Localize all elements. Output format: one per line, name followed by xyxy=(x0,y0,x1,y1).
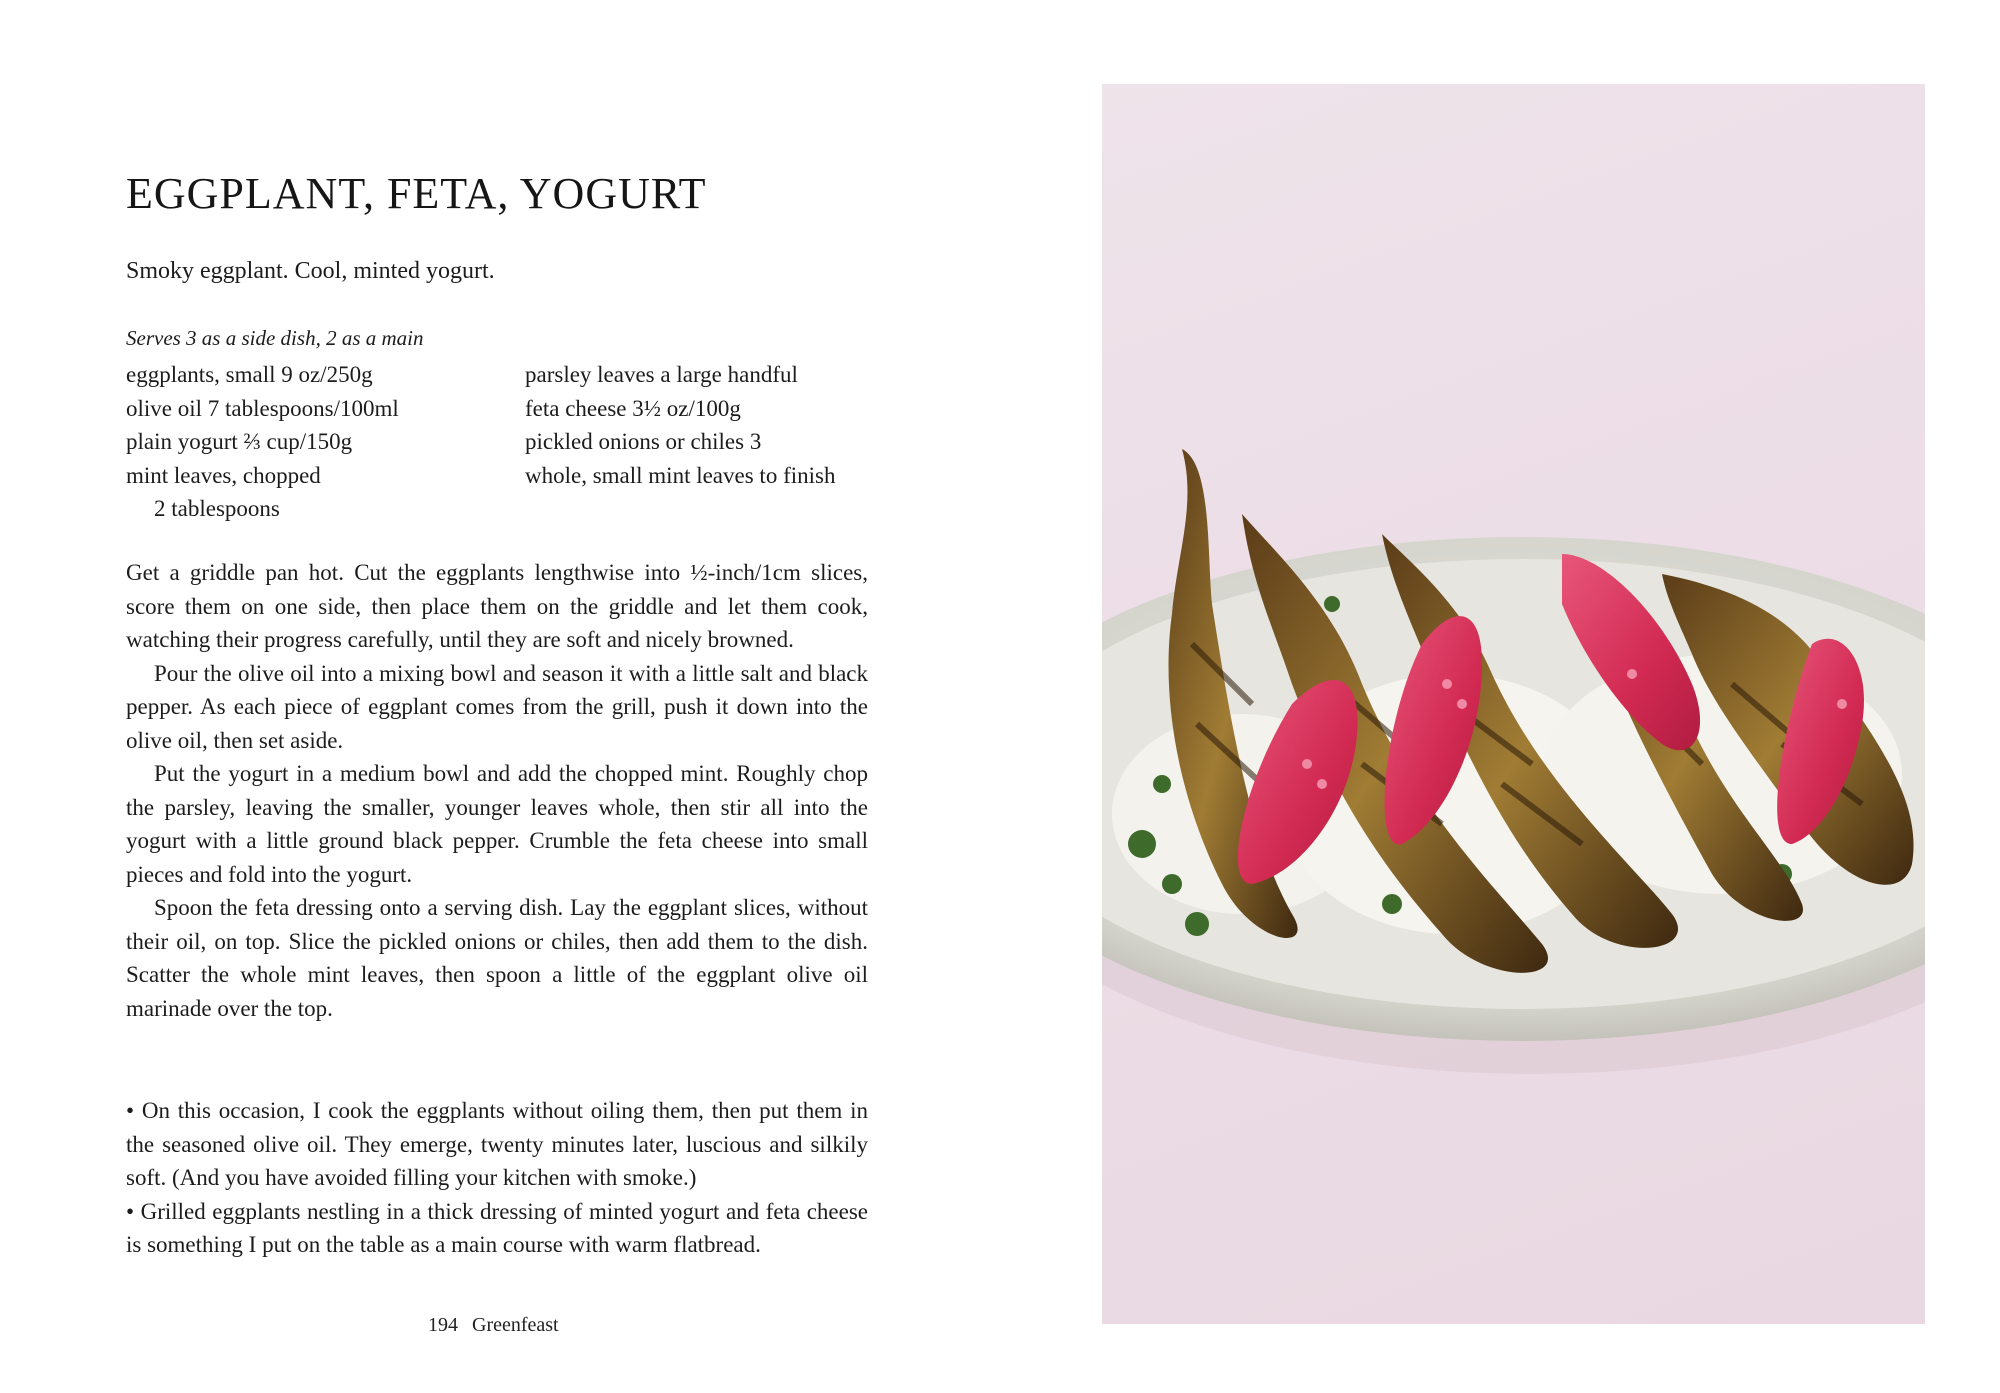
ingredient-line: whole, small mint leaves to finish xyxy=(525,462,836,488)
ingredient-line: parsley leaves a large handful xyxy=(525,362,798,387)
method-text xyxy=(126,556,868,1025)
recipe-tagline: Smoky eggplant. Cool, minted yogurt. xyxy=(126,258,495,284)
page-number: 194 xyxy=(428,1314,458,1336)
ingredient-line: olive oil 7 tablespoons/100ml xyxy=(126,395,399,421)
ingredient-line: pickled onions or chiles 3 xyxy=(525,429,762,454)
method-paragraph: Get a griddle pan hot. Cut the eggplants lengthwise into ½-inch/1cm slices, score them on one side, then place them on the griddle and let them cook, watching their progress carefully, until they are soft and nicely browned. xyxy=(126,560,868,652)
method-paragraph: Spoon the feta dressing onto a serving dish. Lay the eggplant slices, without their oil, on top. Slice the pickled onions or chiles, then add them to the dish. Scatter the whole mint leaves, then spoon a little of the eggplant olive oil marinade over the top. xyxy=(126,895,868,1021)
ingredient-line: mint leaves, chopped xyxy=(126,462,321,488)
serves-note: Serves 3 as a side dish, 2 as a main xyxy=(126,326,424,350)
grilled-eggplant-plate-photo xyxy=(1102,84,1925,1324)
recipe-title: EGGPLANT, FETA, YOGURT xyxy=(126,169,707,218)
book-title: Greenfeast xyxy=(472,1314,559,1336)
note-paragraph: • On this occasion, I cook the eggplants without oiling them, then put them in the seasoned olive oil. They emerge, twenty minutes later, luscious and silkily soft. (And you have avoided filling your kitchen with smoke.) xyxy=(126,1098,868,1190)
plate-illustration xyxy=(1102,84,1925,1324)
ingredients-left-column xyxy=(126,358,496,526)
ingredient-line: plain yogurt ⅔ cup/150g xyxy=(126,429,353,454)
ingredient-line: feta cheese 3½ oz/100g xyxy=(525,395,741,421)
method-paragraph: Put the yogurt in a medium bowl and add the chopped mint. Roughly chop the parsley, leaving the smaller, younger leaves whole, then stir all into the yogurt with a little ground black pepper. Crumble the feta cheese into small pieces and fold into the yogurt. xyxy=(126,761,868,887)
recipe-notes xyxy=(126,1094,868,1262)
ingredient-line: eggplants, small 9 oz/250g xyxy=(126,362,373,387)
method-paragraph: Pour the olive oil into a mixing bowl and season it with a little salt and black pepper. As each piece of eggplant comes from the grill, push it down into the olive oil, then set aside. xyxy=(126,660,868,753)
ingredient-line: 2 tablespoons xyxy=(154,496,280,521)
note-paragraph: • Grilled eggplants nestling in a thick dressing of minted yogurt and feta cheese is something I put on the table as a main course with warm flatbread. xyxy=(126,1198,868,1257)
ingredients-right-column xyxy=(525,358,895,492)
page-footer xyxy=(428,1314,559,1337)
